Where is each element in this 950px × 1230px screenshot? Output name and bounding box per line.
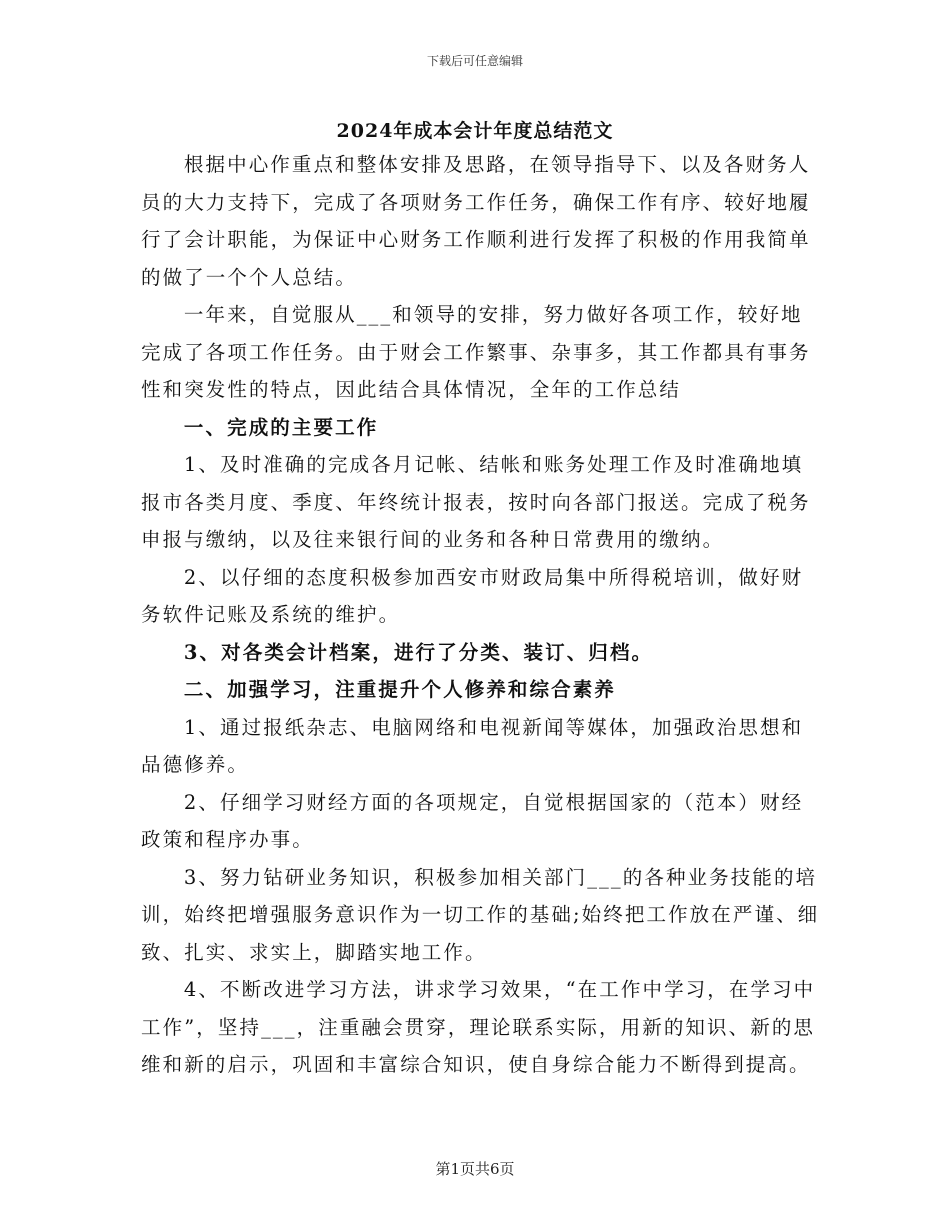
- document-title: 2024年成本会计年度总结范文: [336, 120, 614, 142]
- header-note: 下载后可任意编辑: [426, 54, 523, 68]
- paragraph-study-item-1: 1、通过报纸杂志、电脑网络和电视新闻等媒体，加强政治思想和品德修养。: [141, 715, 804, 776]
- paragraph-study-item-2: 2、仔细学习财经方面的各项规定，自觉根据国家的（范本）财经政策和程序办事。: [141, 790, 804, 851]
- paragraph-work-item-1: 1、及时准确的完成各月记帐、结帐和账务处理工作及时准确地填报市各类月度、季度、年终统计报表，按时向各部门报送。完成了税务申报与缴纳，以及往来银行间的业务和各种日常费用的缴纳。: [141, 453, 811, 551]
- section-heading-study: 二、加强学习，注重提升个人修养和综合素养: [183, 678, 616, 701]
- paragraph-intro: 根据中心作重点和整体安排及思路，在领导指导下、以及各财务人员的大力支持下，完成了各项财务工作任务，确保工作有序、较好地履行了会计职能，为保证中心财务工作顺利进行发挥了积极的作用我简单的做了一个个人总结。: [141, 153, 811, 289]
- paragraph-work-item-3: 3、对各类会计档案，进行了分类、装订、归档。: [183, 640, 654, 664]
- section-heading-main-work: 一、完成的主要工作: [183, 415, 379, 439]
- paragraph-study-item-4: 4、不断改进学习方法，讲求学习效果，“在工作中学习，在学习中工作”，坚持___，注重融会贯穿，理论联系实际，用新的知识、新的思维和新的启示，巩固和丰富综合知识，使自身综合能力不断得到提高。: [141, 978, 816, 1076]
- paragraph-overview: 一年来，自觉服从___和领导的安排，努力做好各项工作，较好地完成了各项工作任务。由于财会工作繁事、杂事多，其工作都具有事务性和突发性的特点，因此结合具体情况，全年的工作总结: [141, 303, 811, 401]
- paragraph-work-item-2: 2、以仔细的态度积极参加西安市财政局集中所得税培训，做好财务软件记账及系统的维护。: [141, 565, 804, 626]
- document-body: [141, 146, 821, 1084]
- paragraph-study-item-3: 3、努力钻研业务知识，积极参加相关部门___的各种业务技能的培训，始终把增强服务意识作为一切工作的基础;始终把工作放在严谨、细致、扎实、求实上，脚踏实地工作。: [141, 865, 820, 964]
- page-number: 第1页共6页: [435, 1160, 515, 1178]
